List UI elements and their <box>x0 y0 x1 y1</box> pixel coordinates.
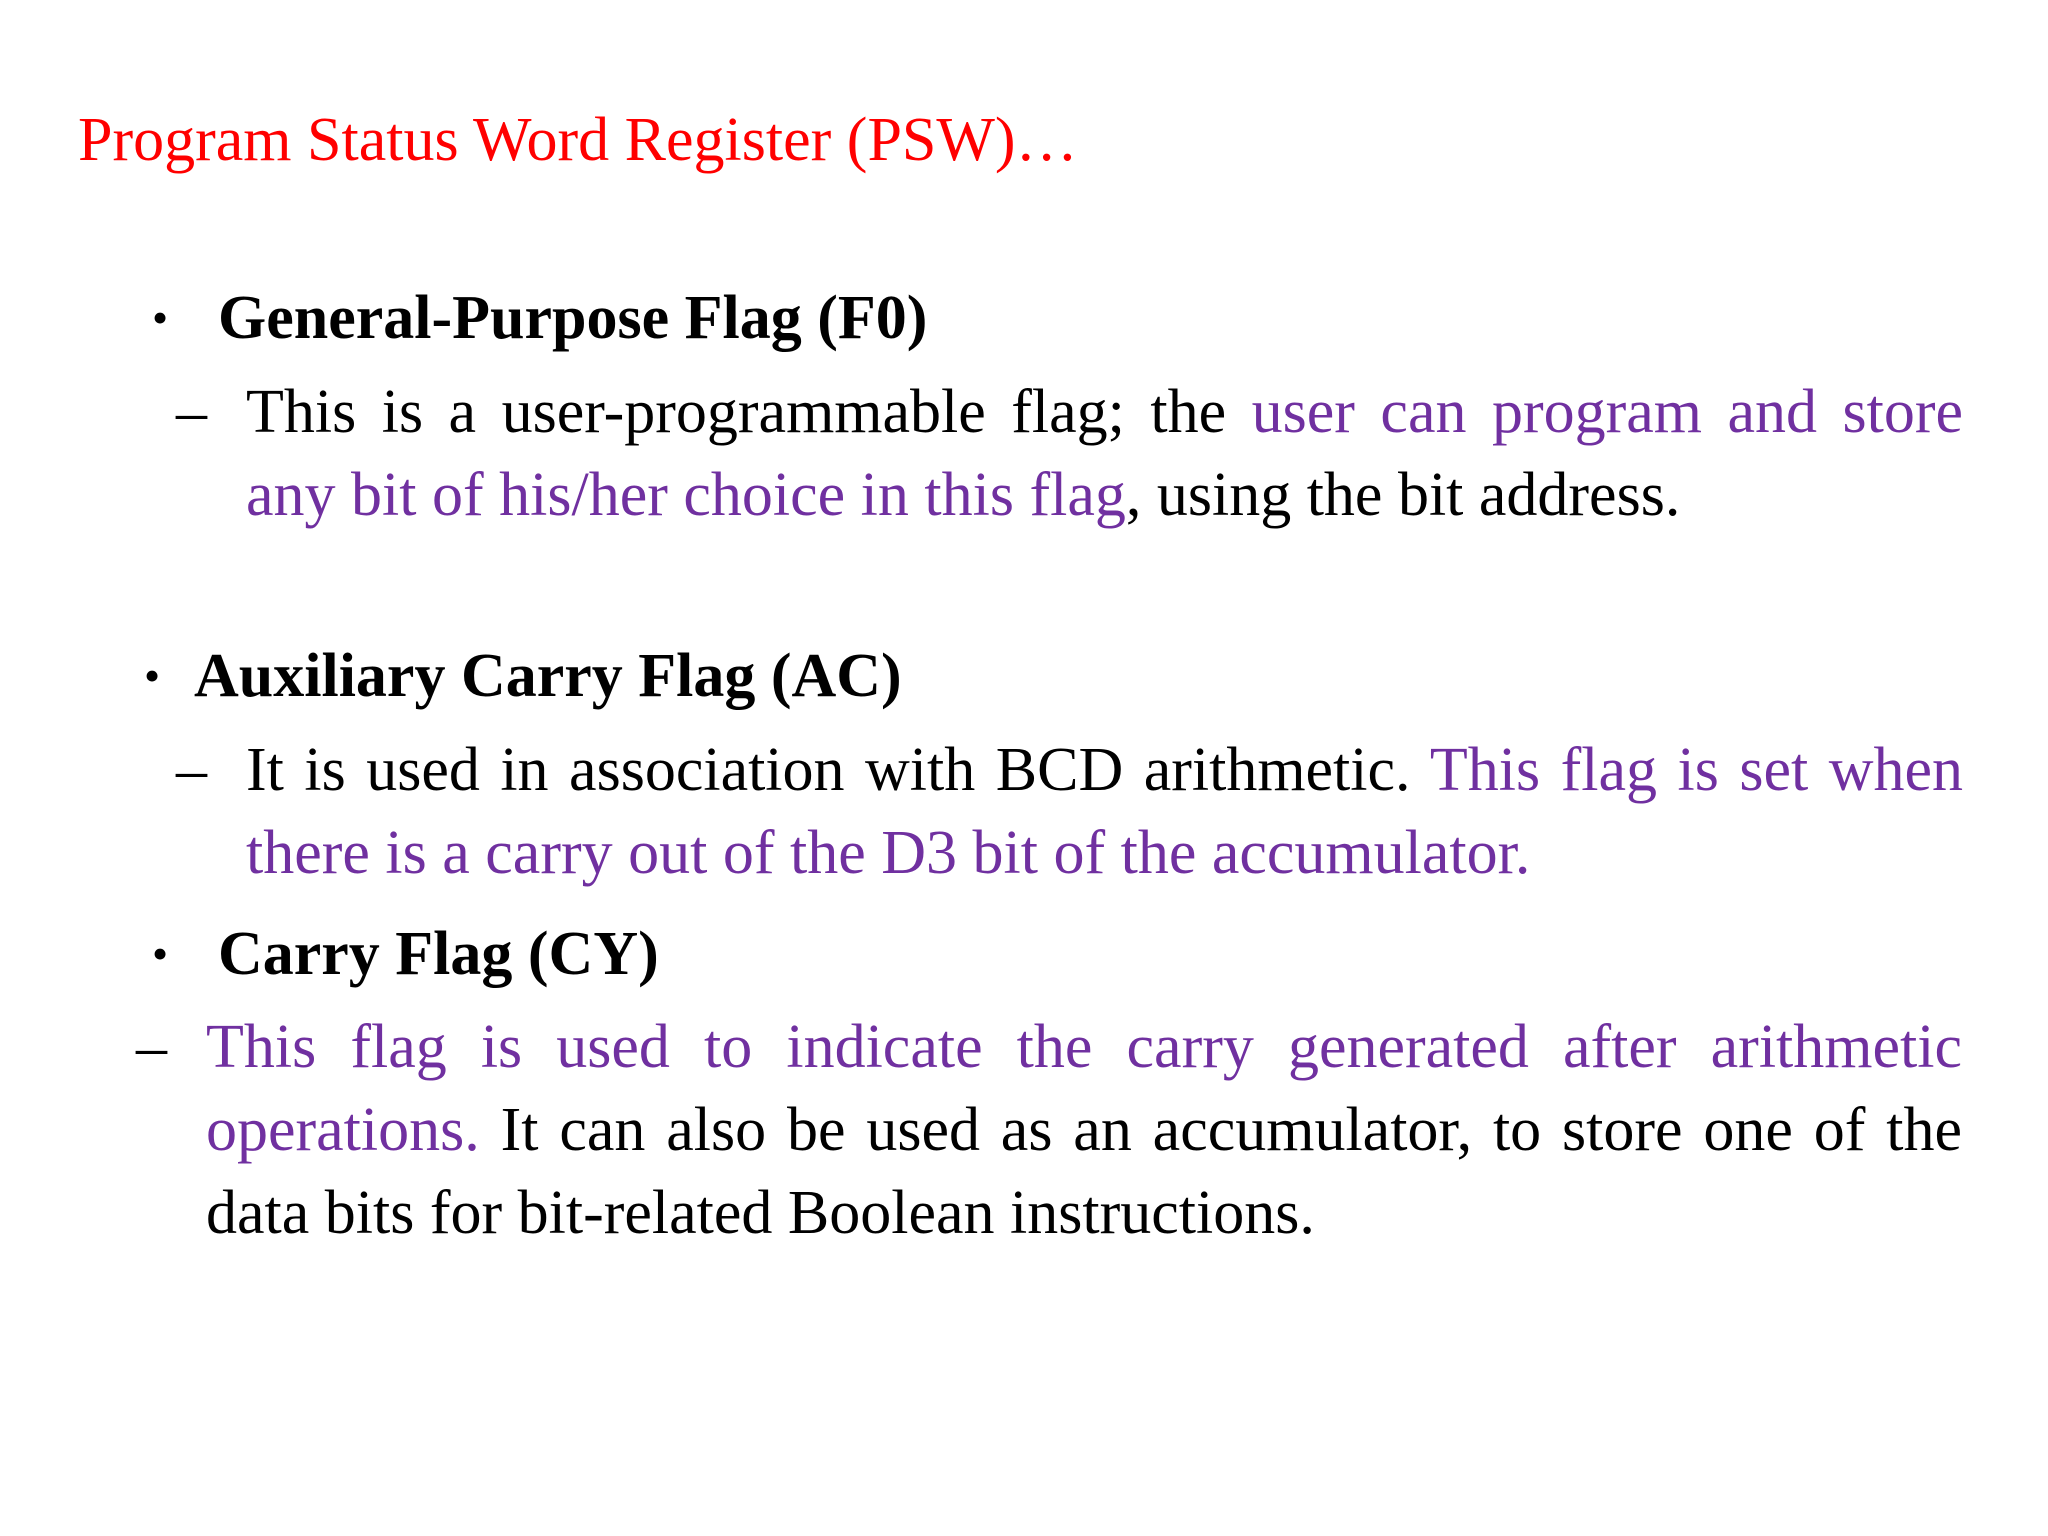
dash-marker: – <box>136 1013 167 1081</box>
highlight-segment: user can program and store any bit of his/her choice in this flag <box>246 378 1964 529</box>
description-auxiliary-carry-flag <box>176 729 1963 899</box>
bullet-marker: • <box>144 650 161 701</box>
bullet-marker: • <box>152 928 169 979</box>
heading-carry-flag: Carry Flag (CY) <box>218 920 659 988</box>
highlight-segment: This flag is set when there is a carry out of the D3 bit of the accumulator. <box>246 736 1963 887</box>
text-segment: , using the bit address. <box>1125 461 1681 529</box>
paragraph-carry-flag <box>206 1006 1962 1255</box>
dash-marker: – <box>176 736 207 804</box>
highlight-segment: This flag is used to indicate the carry generated after arithmetic operations. <box>206 1013 1962 1164</box>
description-general-purpose-flag <box>176 371 1963 621</box>
heading-auxiliary-carry-flag: Auxiliary Carry Flag (AC) <box>194 642 902 710</box>
text-segment: It is used in association with BCD arithmetic. <box>246 736 1430 804</box>
text-segment: This is a user-programmable flag; the <box>246 378 1252 446</box>
text-segment: It can also be used as an accumulator, to store one of the data bits for bit-related Boolean instructions. <box>206 1096 1962 1247</box>
paragraph-auxiliary-carry-flag <box>246 729 1963 895</box>
heading-general-purpose-flag: General-Purpose Flag (F0) <box>218 284 928 352</box>
description-carry-flag <box>136 1006 1962 1256</box>
bullet-marker: • <box>152 292 169 343</box>
paragraph-general-purpose-flag <box>246 371 1963 537</box>
slide-title: Program Status Word Register (PSW)… <box>78 106 1078 174</box>
dash-marker: – <box>176 378 207 446</box>
